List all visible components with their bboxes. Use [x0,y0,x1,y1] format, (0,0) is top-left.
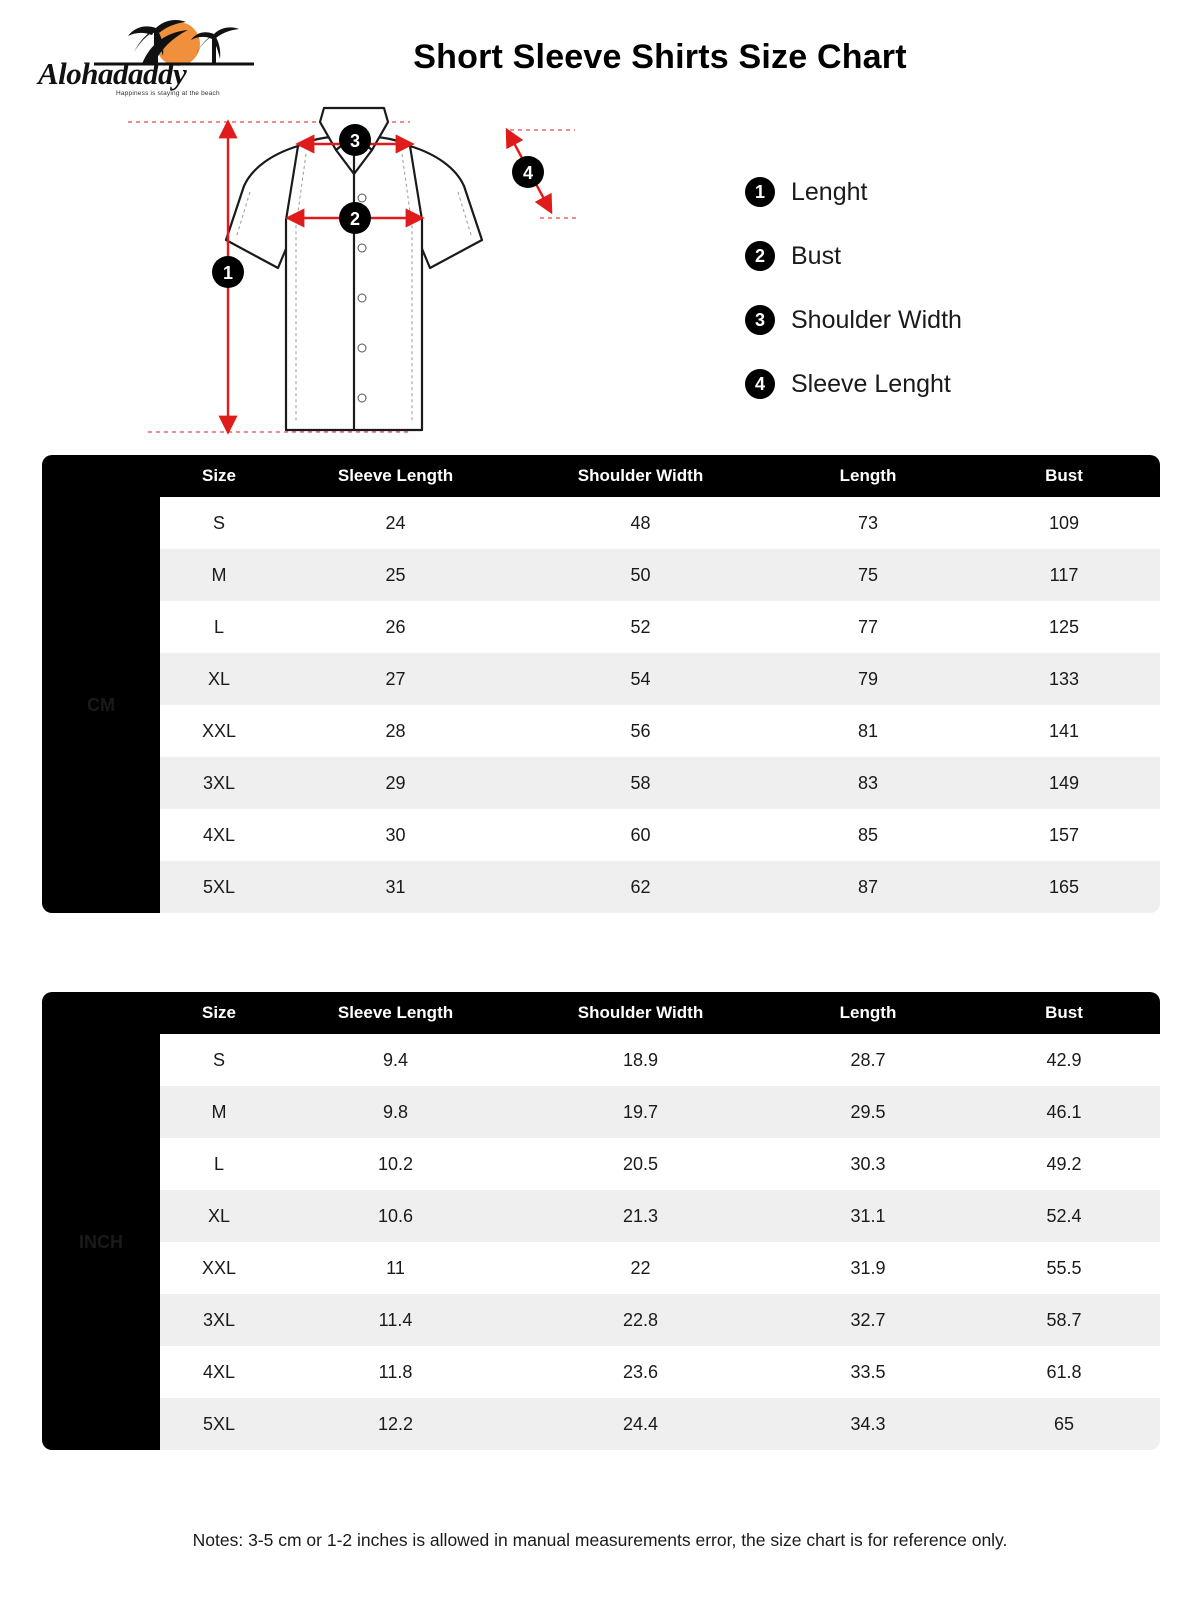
unit-header-cell [42,992,160,1034]
cell-shoulder-width: 22.8 [513,1294,768,1346]
cell-size: 5XL [160,861,278,913]
cell-length: 81 [768,705,968,757]
cell-bust: 133 [968,653,1160,705]
table-row [42,1138,1160,1190]
svg-text:1: 1 [222,263,234,283]
cell-bust: 58.7 [968,1294,1160,1346]
cell-sleeve-length: 27 [278,653,513,705]
cell-sleeve-length: 31 [278,861,513,913]
shirt-measurement-diagram [110,100,630,455]
cell-length: 28.7 [768,1034,968,1086]
cell-length: 31.1 [768,1190,968,1242]
legend-label-length: Lenght [791,177,868,206]
brand-logo [38,14,268,104]
cell-shoulder-width: 20.5 [513,1138,768,1190]
table-row [42,1398,1160,1450]
table-header-row [42,455,1160,497]
cell-sleeve-length: 11.8 [278,1346,513,1398]
cell-length: 31.9 [768,1242,968,1294]
cell-shoulder-width: 23.6 [513,1346,768,1398]
svg-text:2: 2 [349,209,361,229]
cell-size: XL [160,1190,278,1242]
cm-size-table-container [42,455,1160,913]
cell-bust: 117 [968,549,1160,601]
inch-size-table [42,992,1160,1450]
column-header-sleeve-length: Sleeve Length [278,455,513,497]
cell-size: XXL [160,1242,278,1294]
table-row [42,809,1160,861]
cell-sleeve-length: 11 [278,1242,513,1294]
brand-name: Alohadaddy [38,56,187,91]
cell-sleeve-length: 28 [278,705,513,757]
cell-size: 4XL [160,1346,278,1398]
cell-bust: 42.9 [968,1034,1160,1086]
cell-sleeve-length: 29 [278,757,513,809]
page-title: Short Sleeve Shirts Size Chart [413,38,907,76]
cell-size: XXL [160,705,278,757]
cell-length: 33.5 [768,1346,968,1398]
cell-bust: 125 [968,601,1160,653]
cell-length: 77 [768,601,968,653]
cell-bust: 165 [968,861,1160,913]
svg-text:4: 4 [522,163,534,183]
cell-bust: 109 [968,497,1160,549]
legend-label-sleeve-length: Sleeve Lenght [791,369,951,398]
cell-bust: 141 [968,705,1160,757]
table-row [42,1294,1160,1346]
cell-sleeve-length: 30 [278,809,513,861]
measurement-notes: Notes: 3-5 cm or 1-2 inches is allowed in manual measurements error, the size chart is for reference only. [192,1530,1008,1550]
cell-shoulder-width: 24.4 [513,1398,768,1450]
cell-length: 79 [768,653,968,705]
cell-shoulder-width: 48 [513,497,768,549]
column-header-size: Size [160,455,278,497]
cell-shoulder-width: 58 [513,757,768,809]
legend-item-sleeve-length [745,367,1075,401]
cell-sleeve-length: 9.8 [278,1086,513,1138]
cell-shoulder-width: 60 [513,809,768,861]
cell-sleeve-length: 11.4 [278,1294,513,1346]
column-header-bust: Bust [968,992,1160,1034]
cell-size: XL [160,653,278,705]
page-header [0,0,1200,110]
cell-shoulder-width: 22 [513,1242,768,1294]
table-row [42,1086,1160,1138]
unit-label-cm: CM [42,497,160,913]
cell-bust: 65 [968,1398,1160,1450]
cell-size: M [160,549,278,601]
cell-length: 29.5 [768,1086,968,1138]
unit-label-inch: INCH [42,1034,160,1450]
cell-length: 73 [768,497,968,549]
column-header-length: Length [768,455,968,497]
table-row [42,861,1160,913]
table-row [42,1346,1160,1398]
cm-size-table [42,455,1160,913]
legend-label-bust: Bust [791,241,842,270]
cell-bust: 157 [968,809,1160,861]
cell-shoulder-width: 62 [513,861,768,913]
legend-number-2: 2 [745,241,775,271]
cell-size: 3XL [160,1294,278,1346]
cell-sleeve-length: 25 [278,549,513,601]
cell-length: 75 [768,549,968,601]
table-row [42,1034,1160,1086]
table-row [42,601,1160,653]
cell-sleeve-length: 26 [278,601,513,653]
cell-size: 3XL [160,757,278,809]
brand-tagline: Happiness is staying at the beach [116,90,220,97]
cell-shoulder-width: 18.9 [513,1034,768,1086]
legend-item-bust [745,239,1075,273]
column-header-size: Size [160,992,278,1034]
cell-sleeve-length: 9.4 [278,1034,513,1086]
unit-header-cell [42,455,160,497]
cell-length: 87 [768,861,968,913]
cell-length: 30.3 [768,1138,968,1190]
measurement-legend [745,175,1075,431]
cell-sleeve-length: 12.2 [278,1398,513,1450]
cell-size: S [160,1034,278,1086]
cell-size: M [160,1086,278,1138]
column-header-shoulder-width: Shoulder Width [513,992,768,1034]
column-header-shoulder-width: Shoulder Width [513,455,768,497]
cell-length: 83 [768,757,968,809]
svg-text:3: 3 [349,131,361,151]
legend-number-3: 3 [745,305,775,335]
column-header-length: Length [768,992,968,1034]
legend-label-shoulder-width: Shoulder Width [791,305,962,334]
cell-size: L [160,1138,278,1190]
cell-bust: 52.4 [968,1190,1160,1242]
cell-bust: 55.5 [968,1242,1160,1294]
legend-number-4: 4 [745,369,775,399]
cell-shoulder-width: 21.3 [513,1190,768,1242]
table-row [42,757,1160,809]
table-row [42,1190,1160,1242]
table-row [42,497,1160,549]
legend-number-1: 1 [745,177,775,207]
cell-sleeve-length: 10.2 [278,1138,513,1190]
cell-shoulder-width: 56 [513,705,768,757]
table-row [42,653,1160,705]
cell-shoulder-width: 54 [513,653,768,705]
cell-sleeve-length: 24 [278,497,513,549]
column-header-bust: Bust [968,455,1160,497]
table-row [42,549,1160,601]
cell-bust: 149 [968,757,1160,809]
cell-length: 32.7 [768,1294,968,1346]
cell-bust: 46.1 [968,1086,1160,1138]
table-row [42,705,1160,757]
cell-length: 34.3 [768,1398,968,1450]
cell-size: 4XL [160,809,278,861]
cell-shoulder-width: 50 [513,549,768,601]
cell-bust: 61.8 [968,1346,1160,1398]
cell-length: 85 [768,809,968,861]
cell-size: S [160,497,278,549]
legend-item-shoulder-width [745,303,1075,337]
cell-sleeve-length: 10.6 [278,1190,513,1242]
table-row [42,1242,1160,1294]
cell-shoulder-width: 52 [513,601,768,653]
cell-bust: 49.2 [968,1138,1160,1190]
cell-size: 5XL [160,1398,278,1450]
column-header-sleeve-length: Sleeve Length [278,992,513,1034]
cell-size: L [160,601,278,653]
table-header-row [42,992,1160,1034]
inch-size-table-container [42,992,1160,1450]
cell-shoulder-width: 19.7 [513,1086,768,1138]
legend-item-length [745,175,1075,209]
